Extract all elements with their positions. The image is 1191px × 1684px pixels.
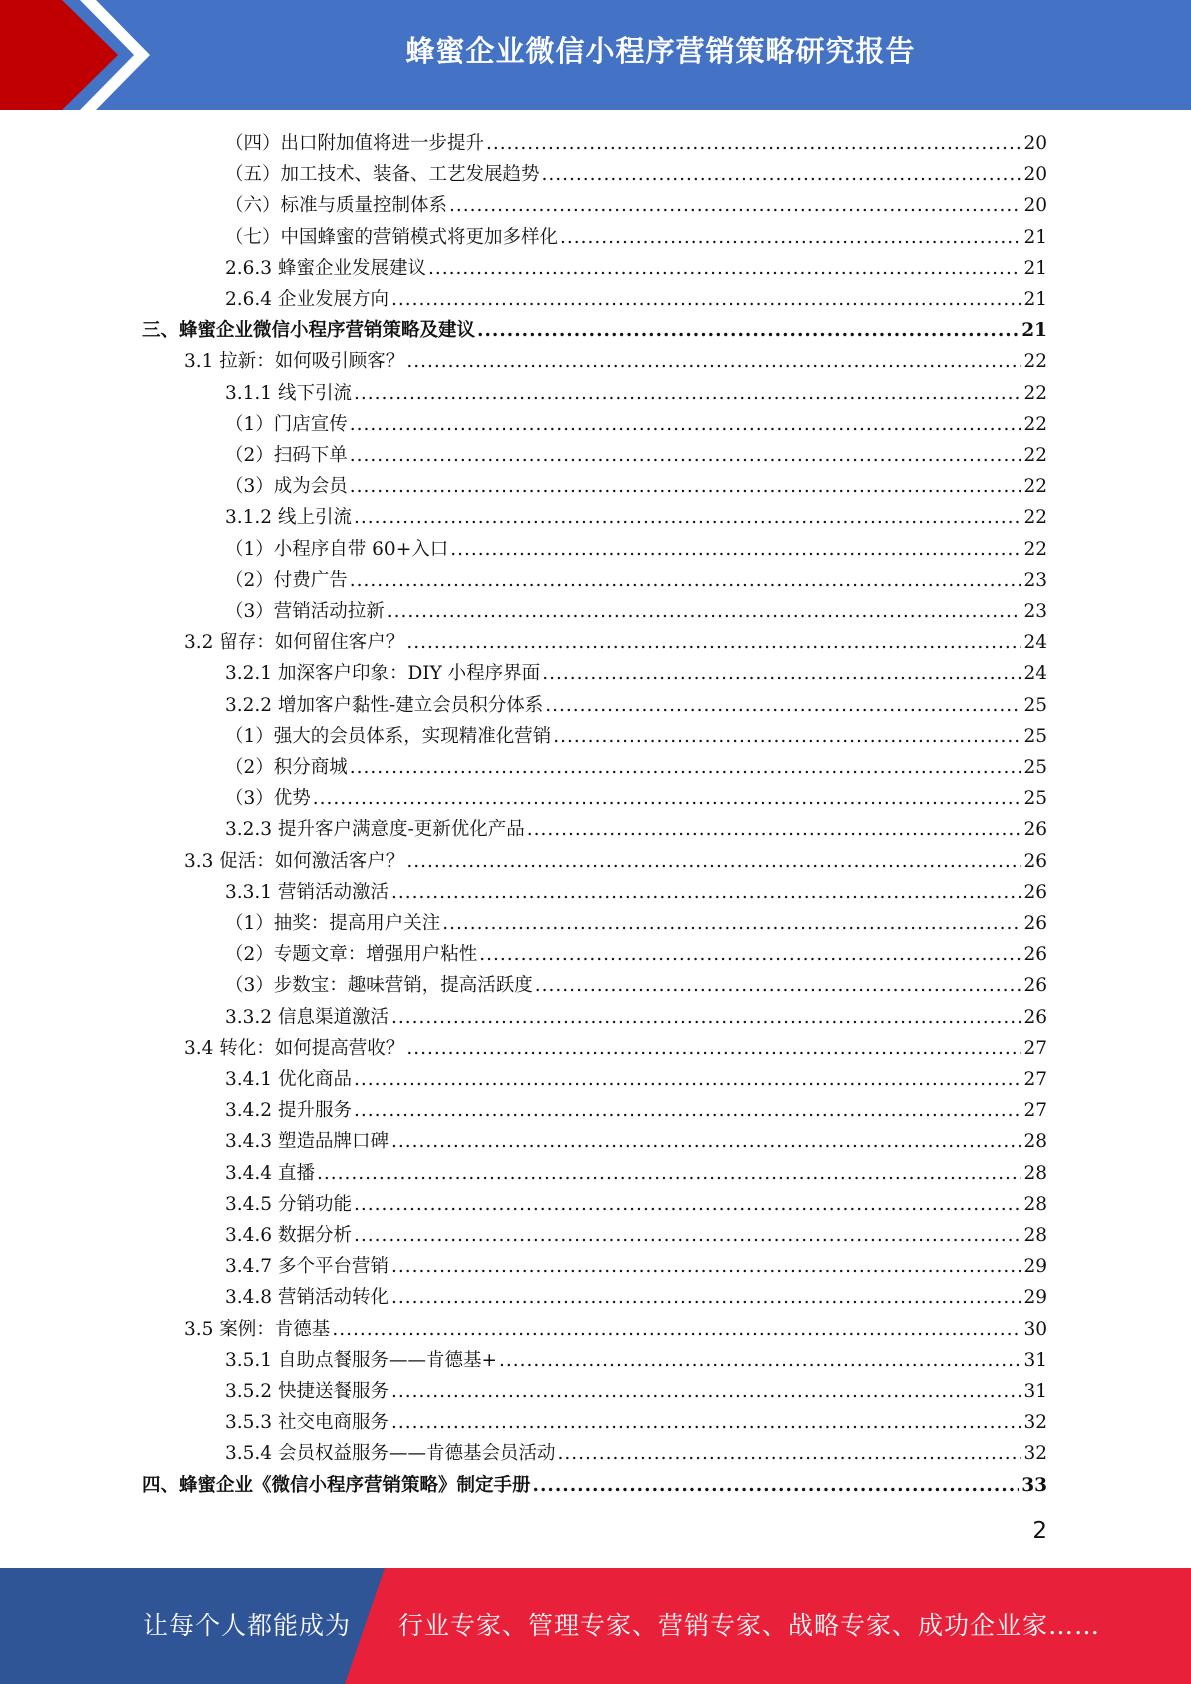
toc-entry[interactable] <box>225 1282 1047 1313</box>
toc-entry-title: （3）优势 <box>225 788 311 809</box>
toc-dot-leader <box>354 1220 1022 1251</box>
toc-dot-leader <box>450 534 1021 565</box>
toc-entry-page: 27 <box>1023 1069 1047 1090</box>
footer-slogan-right: 行业专家、管理专家、营销专家、战略专家、成功企业家…… <box>398 1611 1101 1640</box>
toc-entry[interactable] <box>225 1095 1047 1126</box>
toc-entry-page: 28 <box>1023 1194 1047 1215</box>
toc-entry[interactable] <box>225 721 1047 752</box>
toc-entry-page: 22 <box>1023 351 1047 372</box>
toc-entry[interactable] <box>225 1438 1047 1469</box>
document-title: 蜂蜜企业微信小程序营销策略研究报告 <box>405 34 916 68</box>
toc-dot-leader <box>387 596 1022 627</box>
toc-dot-leader <box>350 409 1022 440</box>
toc-entry[interactable] <box>225 1407 1047 1438</box>
toc-entry-title: 3.3 促活：如何激活客户？ <box>184 851 405 872</box>
toc-entry-title: （1）强大的会员体系，实现精准化营销 <box>225 726 552 747</box>
toc-dot-leader <box>406 627 1021 658</box>
toc-entry[interactable] <box>184 846 1047 877</box>
toc-dot-leader <box>317 1158 1022 1189</box>
toc-dot-leader <box>391 284 1021 315</box>
toc-entry-title: 3.5 案例：肯德基 <box>184 1319 331 1340</box>
toc-dot-leader <box>354 1189 1022 1220</box>
toc-dot-leader <box>406 846 1021 877</box>
toc-entry[interactable] <box>225 128 1047 159</box>
toc-entry[interactable] <box>225 752 1047 783</box>
toc-entry-page: 32 <box>1023 1412 1047 1433</box>
toc-entry-page: 27 <box>1023 1100 1047 1121</box>
toc-entry-title: （六）标准与质量控制体系 <box>225 195 448 216</box>
toc-dot-leader <box>486 128 1021 159</box>
toc-entry-page: 28 <box>1023 1225 1047 1246</box>
toc-entry-title: 3.5.2 快捷送餐服务 <box>225 1381 389 1402</box>
toc-entry[interactable] <box>225 1064 1047 1095</box>
toc-entry[interactable] <box>225 284 1047 315</box>
toc-entry-title: 2.6.4 企业发展方向 <box>225 289 389 310</box>
toc-entry[interactable] <box>225 939 1047 970</box>
toc-entry[interactable] <box>225 1376 1047 1407</box>
toc-entry-title: （五）加工技术、装备、工艺发展趋势 <box>225 164 540 185</box>
toc-entry-page: 22 <box>1023 476 1047 497</box>
toc-entry-title: 3.1 拉新：如何吸引顾客？ <box>184 351 405 372</box>
toc-dot-leader <box>477 315 1019 346</box>
toc-entry-page: 20 <box>1023 133 1047 154</box>
toc-dot-leader <box>553 721 1021 752</box>
toc-entry-page: 26 <box>1023 819 1047 840</box>
toc-entry-title: 3.2.1 加深客户印象：DIY 小程序界面 <box>225 663 541 684</box>
toc-dot-leader <box>542 658 1021 689</box>
toc-entry-page: 28 <box>1023 1131 1047 1152</box>
toc-entry[interactable] <box>225 1126 1047 1157</box>
toc-entry[interactable] <box>225 253 1047 284</box>
toc-dot-leader <box>391 877 1021 908</box>
toc-entry-page: 31 <box>1023 1350 1047 1371</box>
toc-dot-leader <box>391 1282 1021 1313</box>
toc-dot-leader <box>406 346 1021 377</box>
toc-entry[interactable] <box>225 409 1047 440</box>
toc-entry-title: 3.1.2 线上引流 <box>225 507 352 528</box>
toc-entry-page: 33 <box>1021 1475 1047 1496</box>
toc-entry[interactable] <box>142 1470 1047 1501</box>
toc-entry[interactable] <box>225 908 1047 939</box>
toc-entry[interactable] <box>225 534 1047 565</box>
toc-entry-title: （3）营销活动拉新 <box>225 601 385 622</box>
toc-dot-leader <box>499 1345 1021 1376</box>
toc-entry[interactable] <box>225 471 1047 502</box>
toc-dot-leader <box>391 1126 1021 1157</box>
toc-entry-page: 22 <box>1023 414 1047 435</box>
toc-entry-title: 3.4.5 分销功能 <box>225 1194 352 1215</box>
toc-entry-title: （1）门店宣传 <box>225 414 348 435</box>
toc-entry[interactable] <box>225 658 1047 689</box>
toc-entry-title: （1）小程序自带 60+入口 <box>225 539 449 560</box>
toc-dot-leader <box>391 1407 1021 1438</box>
toc-entry-page: 26 <box>1023 851 1047 872</box>
toc-entry-title: （2）专题文章：增强用户粘性 <box>225 944 478 965</box>
toc-entry-page: 30 <box>1023 1319 1047 1340</box>
toc-entry-title: 3.4.6 数据分析 <box>225 1225 352 1246</box>
toc-entry-page: 26 <box>1023 882 1047 903</box>
toc-entry-page: 20 <box>1023 195 1047 216</box>
toc-entry-page: 22 <box>1023 539 1047 560</box>
toc-dot-leader <box>560 222 1021 253</box>
toc-dot-leader <box>354 1095 1022 1126</box>
toc-entry[interactable] <box>225 565 1047 596</box>
toc-entry-title: （2）扫码下单 <box>225 445 348 466</box>
toc-entry[interactable] <box>225 1158 1047 1189</box>
toc-entry[interactable] <box>225 877 1047 908</box>
toc-entry-page: 22 <box>1023 445 1047 466</box>
toc-dot-leader <box>535 970 1022 1001</box>
toc-entry[interactable] <box>225 378 1047 409</box>
toc-dot-leader <box>391 1376 1021 1407</box>
toc-entry-title: 3.4 转化：如何提高营收？ <box>184 1038 405 1059</box>
toc-entry-page: 32 <box>1023 1443 1047 1464</box>
toc-entry-title: 3.4.2 提升服务 <box>225 1100 352 1121</box>
toc-dot-leader <box>542 159 1022 190</box>
toc-dot-leader <box>479 939 1021 970</box>
toc-entry-page: 26 <box>1023 975 1047 996</box>
toc-entry[interactable] <box>142 315 1047 346</box>
toc-dot-leader <box>533 1470 1020 1501</box>
toc-entry[interactable] <box>225 440 1047 471</box>
toc-entry-page: 20 <box>1023 164 1047 185</box>
toc-entry-title: （3）步数宝：趣味营销，提高活跃度 <box>225 975 533 996</box>
toc-entry[interactable] <box>225 190 1047 221</box>
toc-dot-leader <box>391 1002 1021 1033</box>
toc-entry[interactable] <box>225 1251 1047 1282</box>
toc-entry-page: 27 <box>1023 1038 1047 1059</box>
toc-entry-title: 3.5.3 社交电商服务 <box>225 1412 389 1433</box>
toc-dot-leader <box>557 1438 1021 1469</box>
toc-entry-page: 25 <box>1023 757 1047 778</box>
toc-entry[interactable] <box>225 1189 1047 1220</box>
toc-entry-page: 28 <box>1023 1163 1047 1184</box>
toc-entry-title: 3.4.1 优化商品 <box>225 1069 352 1090</box>
toc-entry-page: 25 <box>1023 788 1047 809</box>
toc-entry-page: 23 <box>1023 601 1047 622</box>
toc-dot-leader <box>354 1064 1022 1095</box>
toc-entry-title: （2）积分商城 <box>225 757 348 778</box>
toc-entry-title: 3.2 留存：如何留住客户？ <box>184 632 405 653</box>
toc-entry-page: 29 <box>1023 1256 1047 1277</box>
toc-entry[interactable] <box>184 627 1047 658</box>
toc-dot-leader <box>354 502 1022 533</box>
toc-dot-leader <box>350 565 1022 596</box>
toc-entry-title: 3.3.2 信息渠道激活 <box>225 1007 389 1028</box>
toc-dot-leader <box>350 752 1022 783</box>
toc-dot-leader <box>527 814 1022 845</box>
toc-entry-page: 29 <box>1023 1287 1047 1308</box>
toc-entry[interactable] <box>225 1220 1047 1251</box>
toc-dot-leader <box>449 190 1021 221</box>
toc-entry[interactable] <box>225 690 1047 721</box>
page-header <box>0 0 1191 110</box>
toc-entry-page: 24 <box>1023 632 1047 653</box>
toc-entry[interactable] <box>225 814 1047 845</box>
toc-dot-leader <box>442 908 1021 939</box>
toc-entry-page: 21 <box>1021 320 1047 341</box>
toc-entry[interactable] <box>225 596 1047 627</box>
toc-entry-title: （四）出口附加值将进一步提升 <box>225 133 485 154</box>
toc-dot-leader <box>428 253 1021 284</box>
toc-entry[interactable] <box>184 1314 1047 1345</box>
toc-entry-page: 22 <box>1023 383 1047 404</box>
toc-entry-page: 21 <box>1023 227 1047 248</box>
toc-dot-leader <box>354 378 1022 409</box>
toc-entry[interactable] <box>225 970 1047 1001</box>
toc-entry-title: 3.2.2 增加客户黏性-建立会员积分体系 <box>225 695 544 716</box>
toc-dot-leader <box>332 1314 1021 1345</box>
page-footer <box>0 1568 1191 1684</box>
toc-entry[interactable] <box>225 1002 1047 1033</box>
toc-entry[interactable] <box>225 502 1047 533</box>
toc-entry[interactable] <box>225 222 1047 253</box>
toc-dot-leader <box>391 1251 1021 1282</box>
toc-dot-leader <box>406 1033 1021 1064</box>
toc-entry-title: （3）成为会员 <box>225 476 348 497</box>
toc-entry-title: 3.5.1 自助点餐服务——肯德基+ <box>225 1350 497 1371</box>
toc-dot-leader <box>350 471 1022 502</box>
toc-entry[interactable] <box>225 1345 1047 1376</box>
toc-entry[interactable] <box>225 783 1047 814</box>
toc-entry-title: 2.6.3 蜂蜜企业发展建议 <box>225 258 426 279</box>
toc-entry[interactable] <box>184 346 1047 377</box>
toc-entry-title: 3.4.8 营销活动转化 <box>225 1287 389 1308</box>
toc-entry-page: 23 <box>1023 570 1047 591</box>
toc-entry-page: 22 <box>1023 507 1047 528</box>
toc-entry-page: 31 <box>1023 1381 1047 1402</box>
toc-entry-page: 26 <box>1023 1007 1047 1028</box>
toc-dot-leader <box>313 783 1022 814</box>
toc-entry-title: 3.4.3 塑造品牌口碑 <box>225 1131 389 1152</box>
toc-entry-title: 3.4.7 多个平台营销 <box>225 1256 389 1277</box>
toc-dot-leader <box>350 440 1022 471</box>
toc-entry-page: 26 <box>1023 913 1047 934</box>
toc-entry-title: （2）付费广告 <box>225 570 348 591</box>
toc-entry-title: （1）抽奖：提高用户关注 <box>225 913 441 934</box>
toc-entry-page: 21 <box>1023 258 1047 279</box>
page-number: 2 <box>1032 1518 1047 1544</box>
toc-entry-title: （七）中国蜂蜜的营销模式将更加多样化 <box>225 227 559 248</box>
toc-entry-title: 3.3.1 营销活动激活 <box>225 882 389 903</box>
toc-entry-page: 25 <box>1023 726 1047 747</box>
toc-entry-page: 25 <box>1023 695 1047 716</box>
toc-entry-title: 3.5.4 会员权益服务——肯德基会员活动 <box>225 1443 556 1464</box>
toc-entry-title: 3.1.1 线下引流 <box>225 383 352 404</box>
toc-entry-title: 3.4.4 直播 <box>225 1163 315 1184</box>
toc-entry-page: 26 <box>1023 944 1047 965</box>
footer-slogan-left: 让每个人都能成为 <box>143 1611 352 1640</box>
toc-entry-title: 3.2.3 提升客户满意度-更新优化产品 <box>225 819 525 840</box>
toc-entry-page: 21 <box>1023 289 1047 310</box>
toc-entry-page: 24 <box>1023 663 1047 684</box>
toc-entry-title: 三、蜂蜜企业微信小程序营销策略及建议 <box>142 320 476 341</box>
toc-entry[interactable] <box>225 159 1047 190</box>
toc-entry-title: 四、蜂蜜企业《微信小程序营销策略》制定手册 <box>142 1475 531 1496</box>
toc-entry[interactable] <box>184 1033 1047 1064</box>
toc-dot-leader <box>545 690 1021 721</box>
